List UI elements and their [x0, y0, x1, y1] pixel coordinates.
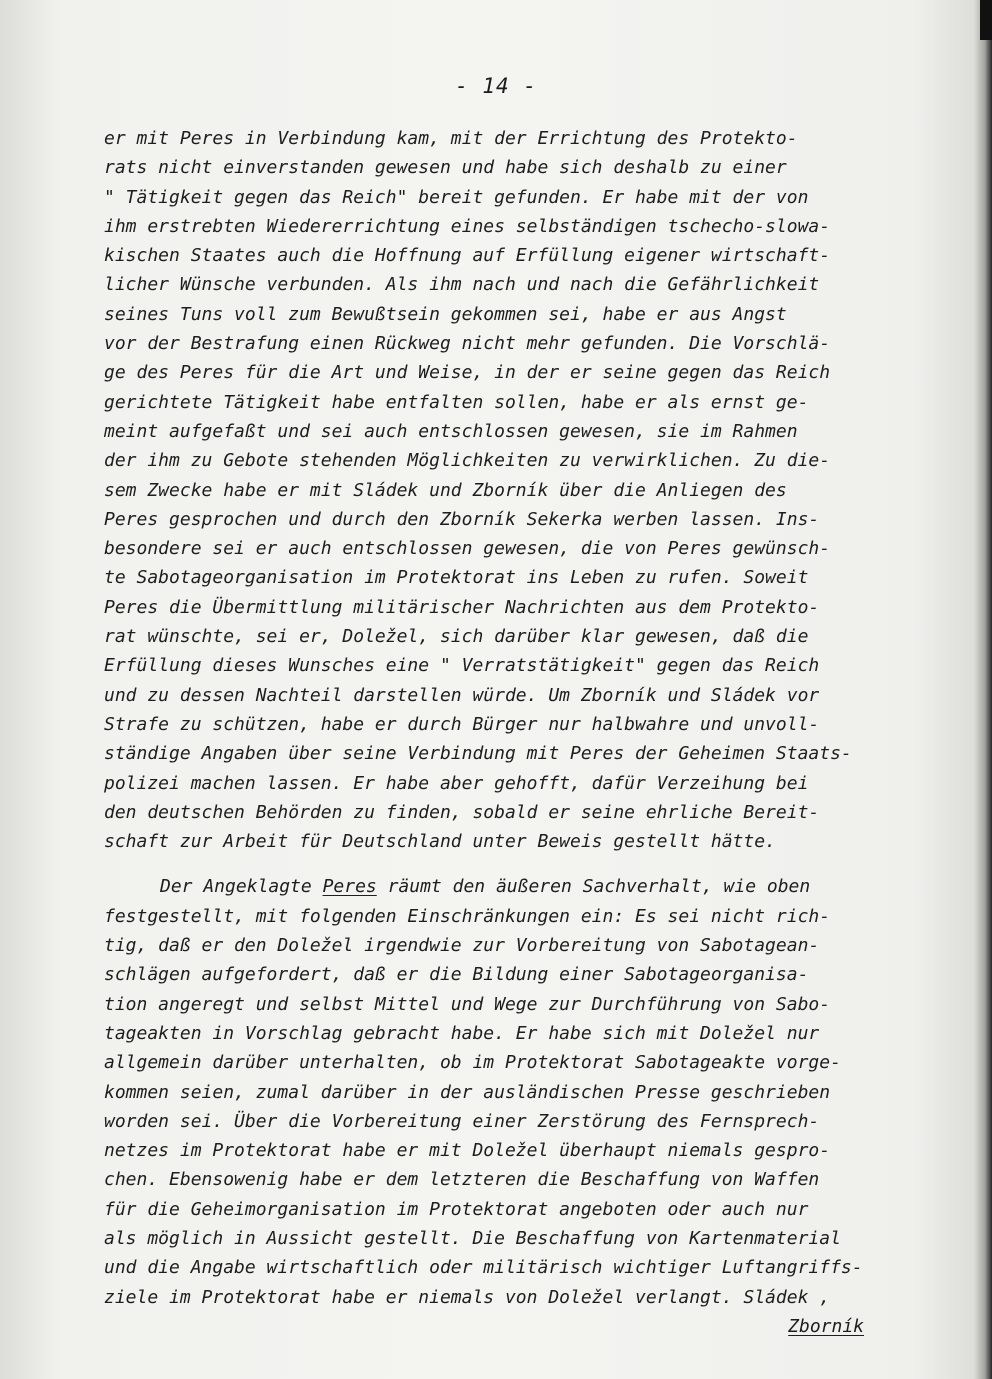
paragraph-line: kischen Staates auch die Hoffnung auf Erfüllung eigener wirtschaft-	[104, 245, 831, 267]
paragraph-line: als möglich in Aussicht gestellt. Die Beschaffung von Kartenmaterial	[104, 1227, 841, 1249]
paragraph-line: ge des Peres für die Art und Weise, in der er seine gegen das Reich	[104, 362, 831, 384]
paragraph-line: und die Angabe wirtschaftlich oder militärisch wichtiger Luftangriffs-	[104, 1257, 863, 1279]
paragraph-1	[104, 124, 934, 856]
paragraph-2-lead: Der Angeklagte	[160, 876, 323, 898]
paragraph-line: chen. Ebensowenig habe er dem letzteren die Beschaffung von Waffen	[104, 1169, 820, 1191]
paragraph-line: te Sabotageorganisation im Protektorat ins Leben zu rufen. Soweit	[104, 567, 809, 589]
paragraph-2-first-rest: räumt den äußeren Sachverhalt, wie oben	[376, 876, 811, 898]
paragraph-line: rats nicht einverstanden gewesen und habe sich deshalb zu einer	[104, 157, 787, 179]
page-number: - 14 -	[455, 74, 537, 98]
paragraph-line: ständige Angaben über seine Verbindung mit Peres der Geheimen Staats-	[104, 743, 852, 765]
paragraph-line: ihm erstrebten Wiedererrichtung eines selbständigen tschecho-slowa-	[104, 215, 831, 237]
paragraph-line: tig, daß er den Doležel irgendwie zur Vorbereitung von Sabotagean-	[104, 935, 820, 957]
paragraph-line: er mit Peres in Verbindung kam, mit der Errichtung des Protekto-	[104, 128, 798, 149]
paragraph-line: polizei machen lassen. Er habe aber gehofft, dafür Verzeihung bei	[104, 772, 809, 794]
paragraph-line: " Tätigkeit gegen das Reich" bereit gefunden. Er habe mit der von	[104, 186, 809, 208]
paragraph-line: ziele im Protektorat habe er niemals von Doležel verlangt. Sládek ,	[104, 1286, 831, 1308]
paragraph-line: schlägen aufgefordert, daß er die Bildung einer Sabotageorganisa-	[104, 964, 809, 986]
paragraph-line: Erfüllung dieses Wunsches eine " Verratstätigkeit" gegen das Reich	[104, 655, 820, 677]
paragraph-line: der ihm zu Gebote stehenden Möglichkeiten zu verwirklichen. Zu die-	[104, 450, 831, 472]
paragraph-line: tageakten in Vorschlag gebracht habe. Er habe sich mit Doležel nur	[104, 1022, 820, 1044]
paragraph-line: gerichtete Tätigkeit habe entfalten sollen, habe er als ernst ge-	[104, 391, 809, 413]
paragraph-line	[104, 872, 934, 901]
paragraph-line: worden sei. Über die Vorbereitung einer Zerstörung des Fernsprech-	[104, 1110, 820, 1132]
paragraph-line: schaft zur Arbeit für Deutschland unter Beweis gestellt hätte.	[104, 831, 776, 853]
body-text	[104, 124, 934, 1341]
paragraph-line: festgestellt, mit folgenden Einschränkungen ein: Es sei nicht rich-	[104, 905, 831, 927]
paragraph-line: licher Wünsche verbunden. Als ihm nach und nach die Gefährlichkeit	[104, 274, 820, 296]
paragraph-line: meint aufgefaßt und sei auch entschlossen gewesen, sie im Rahmen	[104, 420, 798, 442]
paragraph-line: und zu dessen Nachteil darstellen würde. Um Zborník und Sládek vor	[104, 684, 820, 706]
paragraph-line: besondere sei er auch entschlossen gewesen, die von Peres gewünsch-	[104, 538, 831, 560]
paragraph-line: sem Zwecke habe er mit Sládek und Zborník über die Anliegen des	[104, 479, 787, 501]
paragraph-line: rat wünschte, sei er, Doležel, sich darüber klar gewesen, daß die	[104, 626, 809, 648]
defendant-name-peres: Peres	[322, 876, 377, 898]
paragraph-line: vor der Bestrafung einen Rückweg nicht mehr gefunden. Die Vorschlä-	[104, 333, 831, 355]
paragraph-line: allgemein darüber unterhalten, ob im Protektorat Sabotageakte vorge-	[104, 1052, 841, 1074]
page-edge-shadow	[974, 0, 992, 1379]
paragraph-line: den deutschen Behörden zu finden, sobald er seine ehrliche Bereit-	[104, 801, 820, 823]
paragraph-line: netzes im Protektorat habe er mit Doležel überhaupt niemals gespro-	[104, 1140, 831, 1162]
paragraph-line: kommen seien, zumal darüber in der ausländischen Presse geschrieben	[104, 1081, 831, 1103]
paragraph-line: für die Geheimorganisation im Protektorat angeboten oder auch nur	[104, 1198, 809, 1220]
catchword	[104, 1312, 934, 1341]
paragraph-2	[104, 872, 934, 1311]
corner-mark	[980, 0, 992, 40]
paragraph-line: Peres gesprochen und durch den Zborník Sekerka werben lassen. Ins-	[104, 508, 820, 530]
paragraph-line: Peres die Übermittlung militärischer Nachrichten aus dem Protekto-	[104, 596, 820, 618]
catchword-text: Zborník	[788, 1315, 864, 1337]
paragraph-line: seines Tuns voll zum Bewußtsein gekommen sei, habe er aus Angst	[104, 303, 787, 325]
paragraph-line: Strafe zu schützen, habe er durch Bürger nur halbwahre und unvoll-	[104, 713, 820, 735]
paragraph-line: tion angeregt und selbst Mittel und Wege zur Durchführung von Sabo-	[104, 993, 831, 1015]
